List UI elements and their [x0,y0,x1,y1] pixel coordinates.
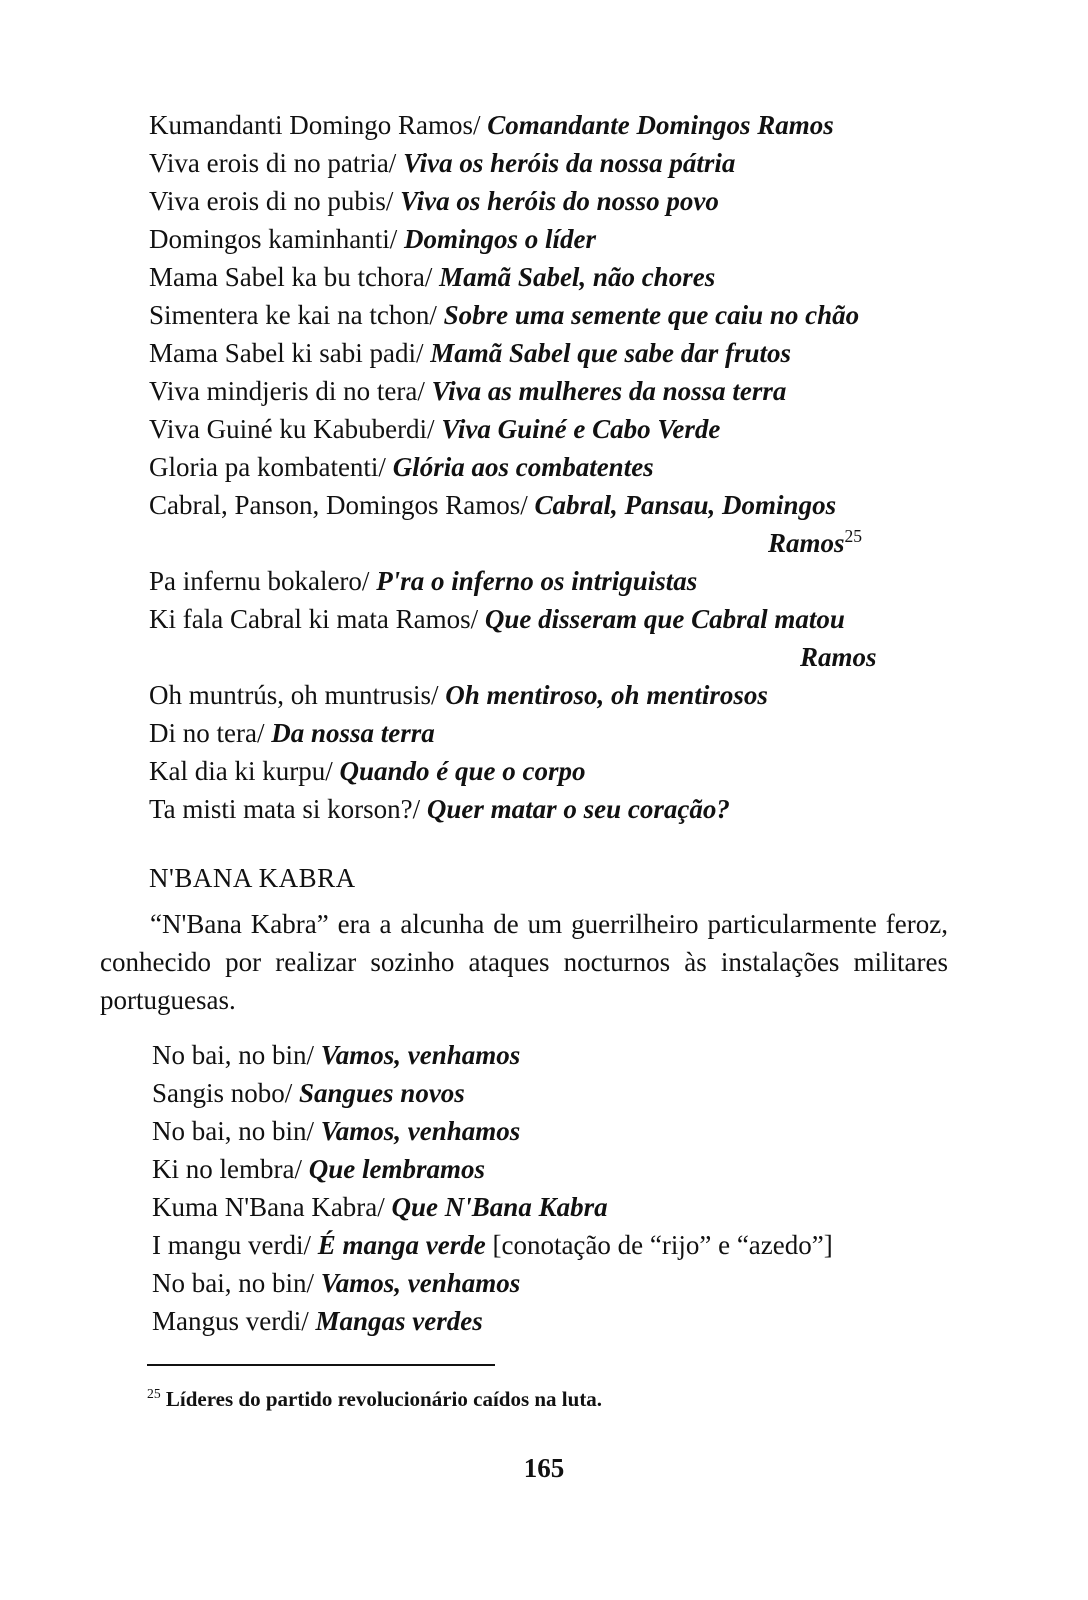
verse-kriolu: Mama Sabel ka bu tchora/ [149,262,440,292]
verse-line [149,679,768,711]
verse-translation: Domingos o líder [403,224,597,254]
verse-line [149,755,585,787]
verse-translation: Vamos, venhamos [320,1116,521,1146]
verse-line [149,603,845,635]
verse-line [149,147,735,179]
verse-line [149,299,859,331]
verse-line [149,717,435,749]
verse-kriolu: Mangus verdi/ [152,1306,316,1336]
verse-kriolu: Cabral, Panson, Domingos Ramos/ [149,490,535,520]
verse-line [149,451,654,483]
verse-translation: Que N'Bana Kabra [391,1192,608,1222]
verse-kriolu: No bai, no bin/ [152,1040,321,1070]
verse-kriolu: No bai, no bin/ [152,1268,321,1298]
footnote-text: Líderes do partido revolucionário caídos na luta. [165,1387,603,1411]
verse-translation: Viva os heróis da nossa pátria [403,148,736,178]
verse-kriolu: I mangu verdi/ [152,1230,318,1260]
verse-kriolu: Oh muntrús, oh muntrusis/ [149,680,446,710]
verse-kriolu: Domingos kaminhanti/ [149,224,404,254]
verse-translation: Sangues novos [299,1078,465,1108]
verse-kriolu: Di no tera/ [149,718,272,748]
verse-kriolu: Viva erois di no patria/ [149,148,404,178]
verse-translation: P'ra o inferno os intriguistas [376,566,698,596]
verse-line [152,1115,520,1147]
verse-annotation: [conotação de “rijo” e “azedo”] [485,1230,833,1260]
verse-translation: Quer matar o seu coração? [426,794,730,824]
verse-line [149,261,715,293]
footnote-reference[interactable]: 25 [844,526,863,546]
page-number: 165 [523,1453,565,1483]
verse-line [152,1039,520,1071]
verse-translation: Viva as mulheres da nossa terra [431,376,787,406]
verse-translation: Ramos [768,528,845,558]
verse-translation: Vamos, venhamos [320,1268,521,1298]
section-heading: N'BANA KABRA [149,863,356,893]
verse-translation: Viva os heróis do nosso povo [400,186,719,216]
verse-line [152,1267,520,1299]
footnote-divider [147,1364,495,1366]
verse-line [149,375,786,407]
verse-line [149,489,836,521]
verse-kriolu: Pa infernu bokalero/ [149,566,377,596]
verse-translation: Mangas verdes [315,1306,483,1336]
verse-kriolu: Viva erois di no pubis/ [149,186,401,216]
verse-translation: Oh mentiroso, oh mentirosos [445,680,768,710]
verse-translation: Que lembramos [308,1154,485,1184]
verse-translation: Que disseram que Cabral matou [484,604,845,634]
verse-kriolu: Gloria pa kombatenti/ [149,452,393,482]
section-paragraph: “N'Bana Kabra” era a alcunha de um guerrilheiro particularmente feroz, conhecido por realizar sozinho ataques nocturnos às instalações militares portuguesas. [100,909,948,1015]
verse-line [149,337,791,369]
verse-translation: É manga verde [317,1230,486,1260]
footnote-number: 25 [147,1386,161,1401]
verse-translation: Ramos [800,642,877,672]
verse-kriolu: Kumandanti Domingo Ramos/ [149,110,488,140]
footnote [147,1385,602,1413]
verse-kriolu: Viva mindjeris di no tera/ [149,376,432,406]
verse-kriolu: Sangis nobo/ [152,1078,300,1108]
verse-kriolu: Kuma N'Bana Kabra/ [152,1192,392,1222]
verse-kriolu: Viva Guiné ku Kabuberdi/ [149,414,442,444]
verse-line [152,1077,465,1109]
verse-kriolu: Ki no lembra/ [152,1154,309,1184]
verse-line [149,223,596,255]
verse-line [152,1229,833,1261]
verse-kriolu: Ta misti mata si korson?/ [149,794,427,824]
verse-translation: Sobre uma semente que caiu no chão [443,300,860,330]
verse-line [149,109,834,141]
verse-translation: Glória aos combatentes [392,452,654,482]
verse-continuation [800,641,877,673]
verse-line [149,565,697,597]
verse-kriolu: No bai, no bin/ [152,1116,321,1146]
verse-line [149,185,719,217]
verse-kriolu: Mama Sabel ki sabi padi/ [149,338,431,368]
verse-line [152,1153,485,1185]
verse-kriolu: Simentera ke kai na tchon/ [149,300,444,330]
verse-kriolu: Kal dia ki kurpu/ [149,756,340,786]
verse-kriolu: Ki fala Cabral ki mata Ramos/ [149,604,485,634]
verse-line [149,413,720,445]
verse-translation: Cabral, Pansau, Domingos [534,490,837,520]
verse-translation: Mamã Sabel, não chores [439,262,716,292]
verse-line [149,793,730,825]
verse-translation: Vamos, venhamos [320,1040,521,1070]
verse-translation: Da nossa terra [271,718,435,748]
verse-translation: Comandante Domingos Ramos [487,110,834,140]
verse-continuation [768,527,862,559]
verse-translation: Mamã Sabel que sabe dar frutos [430,338,791,368]
verse-translation: Quando é que o corpo [339,756,586,786]
verse-line [152,1191,608,1223]
verse-line [152,1305,483,1337]
verse-translation: Viva Guiné e Cabo Verde [441,414,721,444]
